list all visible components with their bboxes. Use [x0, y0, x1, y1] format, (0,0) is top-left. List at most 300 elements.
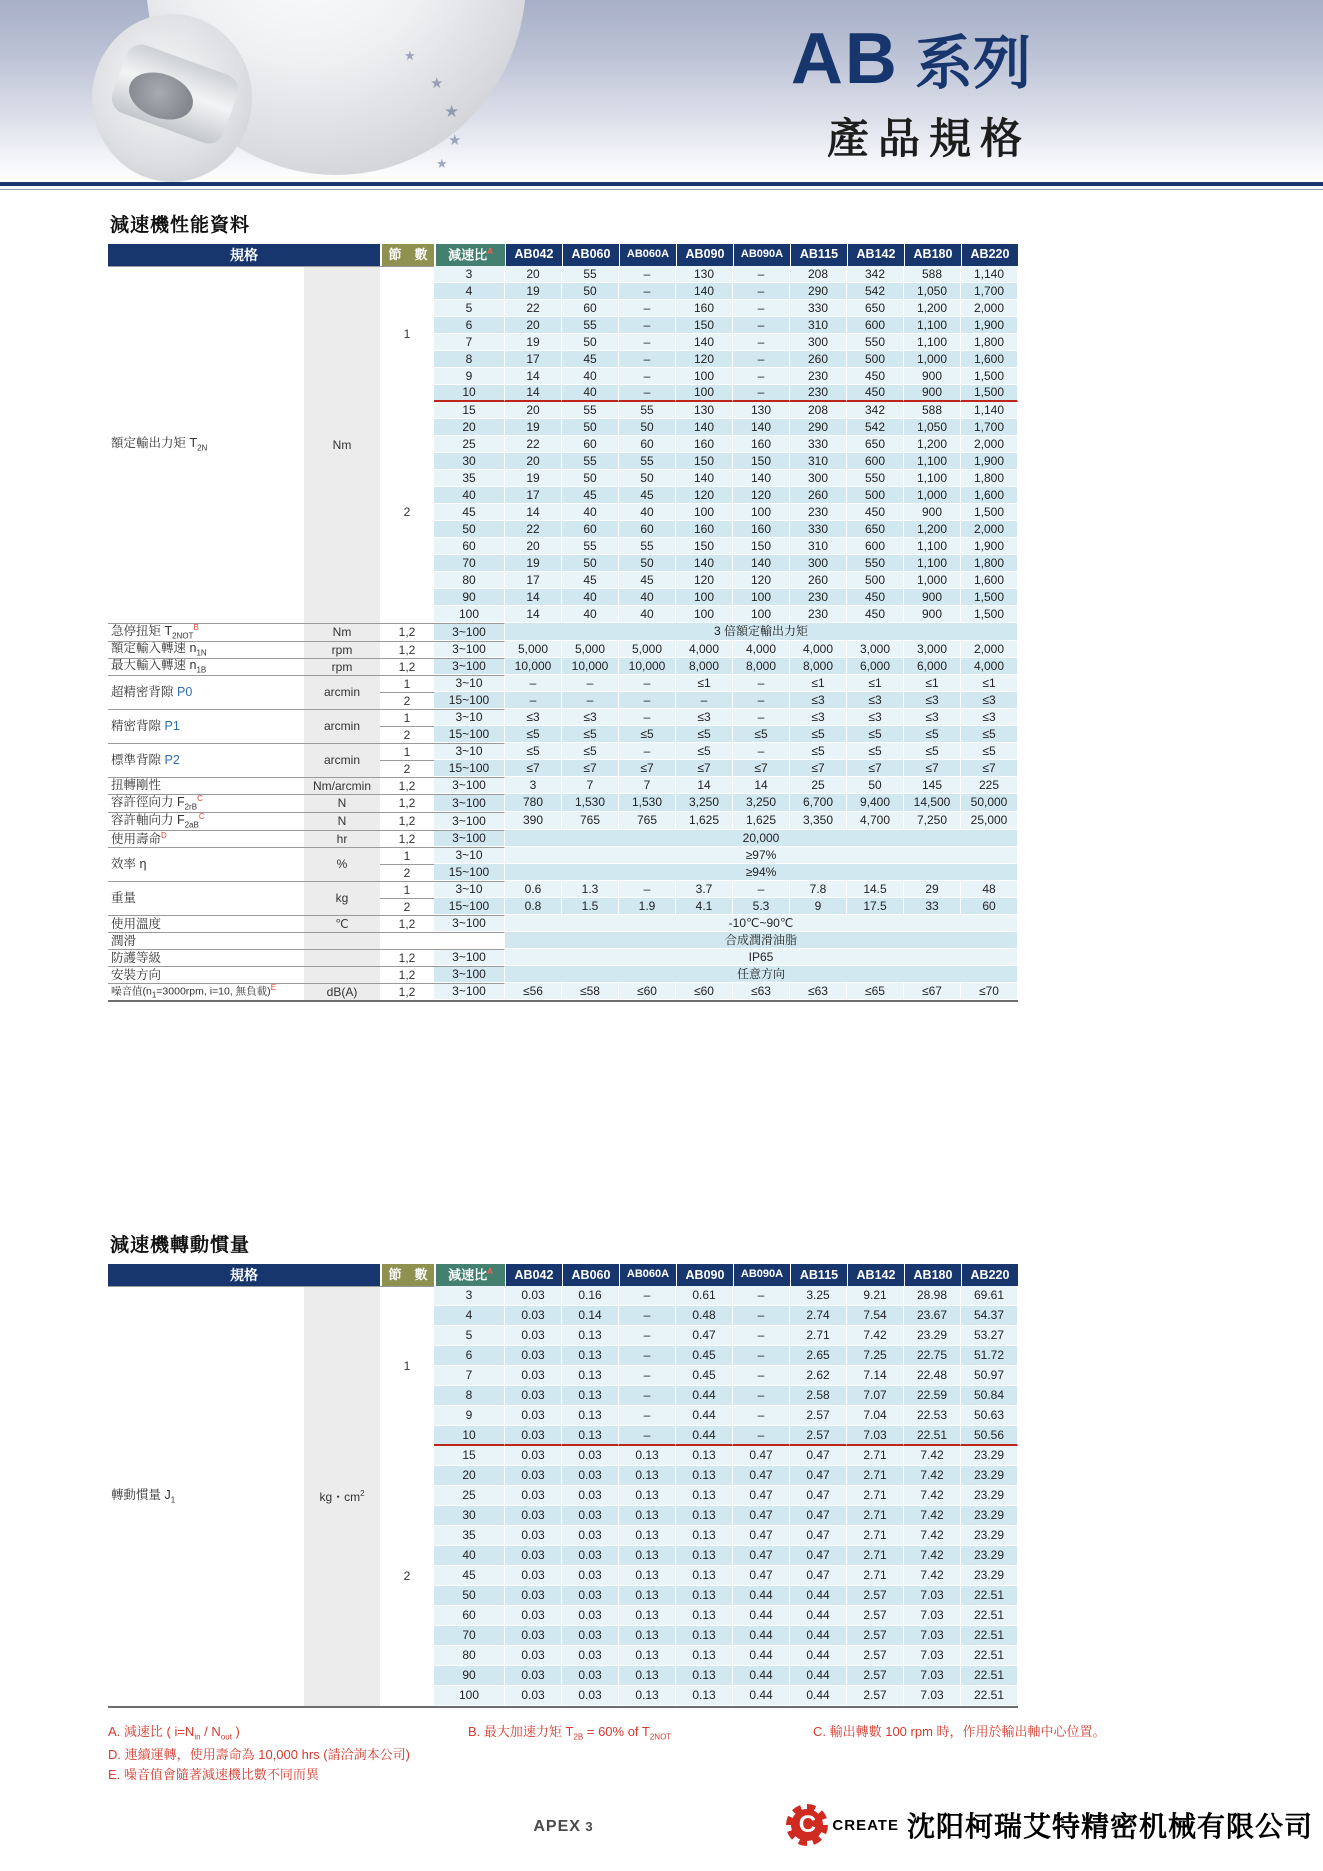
value-cell: 0.13 — [676, 1486, 733, 1506]
value-cell: 2.57 — [847, 1666, 904, 1686]
value-cell: 23.29 — [961, 1566, 1018, 1586]
value-cell: 60 — [619, 436, 676, 453]
unit-cell: Nm — [304, 623, 380, 641]
value-cell: 20,000 — [505, 830, 1018, 847]
value-cell: 1,500 — [961, 589, 1018, 606]
value-cell: 0.44 — [733, 1666, 790, 1686]
create-logo-gear-icon — [786, 1804, 828, 1846]
value-cell: 450 — [847, 606, 904, 623]
value-cell: 0.13 — [619, 1686, 676, 1706]
value-cell: 0.13 — [676, 1646, 733, 1666]
value-cell: 22.51 — [961, 1626, 1018, 1646]
spec-label-cell: 轉動慣量 $J_1$ — [108, 1286, 304, 1706]
value-cell: 0.44 — [733, 1686, 790, 1706]
value-cell: 50.84 — [961, 1386, 1018, 1406]
value-cell: 54.37 — [961, 1306, 1018, 1326]
value-cell: – — [733, 1326, 790, 1346]
stage-cell: 1 — [380, 675, 434, 692]
value-cell: 3,000 — [904, 641, 961, 658]
value-cell: 20 — [505, 402, 562, 419]
value-cell: 45 — [619, 572, 676, 589]
value-cell: 550 — [847, 555, 904, 572]
value-cell: 22.51 — [961, 1686, 1018, 1706]
value-cell: 550 — [847, 334, 904, 351]
value-cell: 0.03 — [562, 1526, 619, 1546]
model-header: AB180 — [904, 244, 961, 266]
value-cell: 2.57 — [790, 1406, 847, 1426]
value-cell: 120 — [676, 351, 733, 368]
value-cell: 1.5 — [562, 898, 619, 915]
value-cell: 7.42 — [904, 1566, 961, 1586]
value-cell: 0.13 — [619, 1466, 676, 1486]
value-cell: ≤3 — [961, 709, 1018, 726]
ratio-cell: 5 — [434, 1326, 505, 1346]
value-cell: 100 — [676, 504, 733, 521]
ratio-cell: 6 — [434, 1346, 505, 1366]
value-cell: 100 — [676, 606, 733, 623]
value-cell: – — [733, 266, 790, 283]
unit-cell: arcmin — [304, 743, 380, 777]
value-cell: 1,800 — [961, 470, 1018, 487]
value-cell: 0.13 — [562, 1406, 619, 1426]
table-row — [108, 847, 1018, 864]
value-cell: ≤3 — [790, 692, 847, 709]
value-cell: 1,600 — [961, 487, 1018, 504]
value-cell: 0.13 — [562, 1386, 619, 1406]
value-cell: 2.71 — [847, 1486, 904, 1506]
spec-label-cell: 精密背隙 P1 — [108, 709, 304, 743]
value-cell: 208 — [790, 402, 847, 419]
value-cell: 0.13 — [619, 1626, 676, 1646]
value-cell: 0.44 — [733, 1586, 790, 1606]
value-cell: 0.44 — [790, 1666, 847, 1686]
unit-cell: arcmin — [304, 675, 380, 709]
stages-header: 節 數 — [380, 244, 434, 266]
ratio-cell: 45 — [434, 1566, 505, 1586]
value-cell: 7.25 — [847, 1346, 904, 1366]
value-cell: 330 — [790, 436, 847, 453]
header-row — [108, 244, 1018, 266]
model-header: AB060 — [562, 1264, 619, 1286]
value-cell: 130 — [676, 266, 733, 283]
ratio-cell: 15 — [434, 402, 505, 419]
model-header: AB115 — [790, 1264, 847, 1286]
value-cell: 1,800 — [961, 555, 1018, 572]
value-cell: 310 — [790, 538, 847, 555]
spec-label-cell: 使用壽命$^D$ — [108, 830, 304, 847]
value-cell: 22.51 — [961, 1606, 1018, 1626]
value-cell: 542 — [847, 419, 904, 436]
spec-label-cell: 安裝方向 — [108, 966, 304, 983]
model-header: AB090A — [733, 1264, 790, 1286]
ratio-cell: 35 — [434, 1526, 505, 1546]
value-cell: 500 — [847, 487, 904, 504]
section-title-inertia: 減速機轉動慣量 — [110, 1235, 251, 1257]
value-cell: 0.03 — [505, 1326, 562, 1346]
value-cell: 0.13 — [676, 1626, 733, 1646]
value-cell: 650 — [847, 436, 904, 453]
value-cell: 22.75 — [904, 1346, 961, 1366]
value-cell: 0.03 — [505, 1666, 562, 1686]
value-cell: 0.13 — [562, 1326, 619, 1346]
value-cell: 17 — [505, 572, 562, 589]
value-cell: 55 — [562, 538, 619, 555]
value-cell: 50.63 — [961, 1406, 1018, 1426]
stages-header: 節 數 — [380, 1264, 434, 1286]
value-cell: – — [733, 692, 790, 709]
stage-cell: 1 — [380, 847, 434, 864]
model-header: AB090 — [676, 244, 733, 266]
value-cell: 0.13 — [619, 1586, 676, 1606]
value-cell: 225 — [961, 777, 1018, 794]
ratio-cell: 80 — [434, 572, 505, 589]
spec-label-cell: 最大輸入轉速 $n_{1B}$ — [108, 658, 304, 675]
spec-label-cell: 防護等級 — [108, 949, 304, 966]
value-cell: 8,000 — [733, 658, 790, 675]
value-cell: ≥94% — [505, 864, 1018, 881]
value-cell: 25 — [790, 777, 847, 794]
value-cell: 55 — [562, 317, 619, 334]
value-cell: 29 — [904, 881, 961, 898]
value-cell: 5,000 — [562, 641, 619, 658]
value-cell: 55 — [619, 453, 676, 470]
value-cell: 7.03 — [847, 1426, 904, 1446]
value-cell: 50 — [562, 555, 619, 572]
value-cell: 0.13 — [676, 1566, 733, 1586]
value-cell: ≤5 — [904, 726, 961, 743]
value-cell: 120 — [676, 572, 733, 589]
value-cell: 0.03 — [505, 1686, 562, 1706]
value-cell: 1,200 — [904, 300, 961, 317]
value-cell: 7.42 — [904, 1506, 961, 1526]
value-cell: ≤5 — [961, 726, 1018, 743]
value-cell: 22.59 — [904, 1386, 961, 1406]
value-cell: ≤63 — [733, 983, 790, 1000]
value-cell: 100 — [676, 589, 733, 606]
stage-cell: 2 — [380, 726, 434, 743]
value-cell: 0.44 — [733, 1626, 790, 1646]
value-cell: 23.67 — [904, 1306, 961, 1326]
value-cell: 7.42 — [904, 1546, 961, 1566]
value-cell: 150 — [676, 538, 733, 555]
value-cell: 50 — [562, 419, 619, 436]
value-cell: ≤5 — [562, 743, 619, 760]
value-cell: ≤1 — [676, 675, 733, 692]
value-cell: 50 — [562, 283, 619, 300]
value-cell: 0.47 — [790, 1526, 847, 1546]
stage-cell: 1,2 — [380, 623, 434, 641]
value-cell: ≤7 — [562, 760, 619, 777]
page-subtitle: 產品規格 — [826, 114, 1031, 162]
value-cell: ≤70 — [961, 983, 1018, 1000]
ratio-cell: 3~100 — [434, 949, 505, 966]
footnote-line — [108, 1765, 1018, 1786]
value-cell: 10,000 — [619, 658, 676, 675]
value-cell: 23.29 — [961, 1466, 1018, 1486]
table-row — [108, 881, 1018, 898]
value-cell: 2.57 — [790, 1426, 847, 1446]
value-cell: 14 — [733, 777, 790, 794]
value-cell: 130 — [676, 402, 733, 419]
page-number-value: 3 — [585, 1819, 593, 1835]
value-cell: 0.6 — [505, 881, 562, 898]
value-cell: 0.03 — [562, 1566, 619, 1586]
value-cell: 7.03 — [904, 1666, 961, 1686]
value-cell: ≤5 — [790, 726, 847, 743]
value-cell: 22 — [505, 300, 562, 317]
stage-cell: 2 — [380, 864, 434, 881]
ratio-cell: 7 — [434, 1366, 505, 1386]
value-cell: ≤3 — [505, 709, 562, 726]
value-cell: 19 — [505, 555, 562, 572]
ratio-cell: 3~100 — [434, 777, 505, 794]
ratio-cell: 10 — [434, 1426, 505, 1446]
spec-label-cell: 重量 — [108, 881, 304, 915]
value-cell: 55 — [562, 266, 619, 283]
value-cell: 45 — [562, 351, 619, 368]
value-cell: 1,600 — [961, 572, 1018, 589]
value-cell: 23.29 — [961, 1546, 1018, 1566]
value-cell: 160 — [733, 521, 790, 538]
value-cell: 14 — [505, 504, 562, 521]
ratio-cell: 35 — [434, 470, 505, 487]
value-cell: 2,000 — [961, 521, 1018, 538]
value-cell: 22.51 — [961, 1646, 1018, 1666]
value-cell: 0.03 — [505, 1406, 562, 1426]
model-header: AB220 — [961, 1264, 1018, 1286]
gear-letter: C — [798, 1811, 817, 1839]
value-cell: 0.03 — [505, 1526, 562, 1546]
value-cell: ≤3 — [847, 709, 904, 726]
value-cell: – — [733, 334, 790, 351]
value-cell: 140 — [676, 334, 733, 351]
value-cell: 900 — [904, 504, 961, 521]
value-cell: 0.8 — [505, 898, 562, 915]
value-cell: 45 — [619, 487, 676, 504]
value-cell: 230 — [790, 589, 847, 606]
value-cell: 1,000 — [904, 351, 961, 368]
value-cell: 7.14 — [847, 1366, 904, 1386]
stage-cell: 2 — [380, 760, 434, 777]
value-cell: 3 倍額定輸出力矩 — [505, 623, 1018, 641]
value-cell: 0.13 — [619, 1606, 676, 1626]
spec-label-cell: 標準背隙 P2 — [108, 743, 304, 777]
model-header: AB180 — [904, 1264, 961, 1286]
value-cell: 7.03 — [904, 1606, 961, 1626]
ratio-cell: 80 — [434, 1646, 505, 1666]
footnote: A. 減速比 ( $i=N_{in} / N_{out}$ ) — [108, 1724, 240, 1742]
ratio-cell: 90 — [434, 589, 505, 606]
value-cell: 1,900 — [961, 453, 1018, 470]
value-cell: 20 — [505, 538, 562, 555]
ratio-cell: 3~10 — [434, 675, 505, 692]
value-cell: – — [619, 709, 676, 726]
value-cell: 0.13 — [619, 1486, 676, 1506]
model-header: AB060 — [562, 244, 619, 266]
value-cell: 140 — [676, 470, 733, 487]
value-cell: 0.03 — [505, 1506, 562, 1526]
spec-label-cell: 額定輸出力矩 $T_{2N}$ — [108, 266, 304, 623]
value-cell: 588 — [904, 402, 961, 419]
value-cell: 160 — [676, 436, 733, 453]
ratio-cell: 50 — [434, 521, 505, 538]
value-cell: 0.47 — [790, 1546, 847, 1566]
value-cell: 40 — [562, 504, 619, 521]
value-cell: 0.03 — [505, 1306, 562, 1326]
page-number-label: APEX — [533, 1818, 581, 1836]
value-cell: 450 — [847, 385, 904, 402]
table-row — [108, 709, 1018, 726]
value-cell: 330 — [790, 521, 847, 538]
value-cell: 14 — [505, 368, 562, 385]
model-header: AB090 — [676, 1264, 733, 1286]
value-cell: 1,050 — [904, 283, 961, 300]
value-cell: – — [733, 283, 790, 300]
value-cell: 6,700 — [790, 794, 847, 812]
value-cell: 0.03 — [505, 1606, 562, 1626]
footnote: C. 輸出轉數 100 rpm 時，作用於輸出軸中心位置。 — [813, 1724, 1106, 1740]
unit-cell: rpm — [304, 641, 380, 658]
value-cell: – — [619, 743, 676, 760]
value-cell: -10℃~90℃ — [505, 915, 1018, 932]
value-cell: 2.71 — [847, 1526, 904, 1546]
ratio-header: 減速比$^A$ — [434, 244, 505, 266]
value-cell: – — [619, 334, 676, 351]
table-row — [108, 641, 1018, 658]
value-cell: 100 — [733, 589, 790, 606]
value-cell: 230 — [790, 385, 847, 402]
value-cell: ≤3 — [562, 709, 619, 726]
stage-cell: 1 — [380, 1286, 434, 1446]
value-cell: – — [619, 1366, 676, 1386]
value-cell: 1,100 — [904, 555, 961, 572]
value-cell: 100 — [733, 504, 790, 521]
ratio-cell: 50 — [434, 1586, 505, 1606]
value-cell: 60 — [562, 436, 619, 453]
value-cell: 120 — [676, 487, 733, 504]
ratio-cell: 40 — [434, 1546, 505, 1566]
value-cell: 22.51 — [961, 1666, 1018, 1686]
value-cell: – — [733, 743, 790, 760]
value-cell: 300 — [790, 470, 847, 487]
value-cell: 50 — [619, 419, 676, 436]
value-cell: ≤7 — [733, 760, 790, 777]
footnote: E. 噪音值會隨著減速機比數不同而異 — [108, 1767, 319, 1783]
value-cell: – — [733, 709, 790, 726]
value-cell: – — [733, 1386, 790, 1406]
footnote-line — [108, 1745, 1018, 1766]
value-cell: ≤1 — [847, 675, 904, 692]
value-cell: 0.03 — [505, 1566, 562, 1586]
value-cell: 2.71 — [847, 1546, 904, 1566]
unit-cell — [304, 932, 380, 949]
value-cell: 0.03 — [505, 1366, 562, 1386]
value-cell: ≤7 — [847, 760, 904, 777]
value-cell: 1,700 — [961, 283, 1018, 300]
model-header: AB142 — [847, 244, 904, 266]
series-title-suffix: 系列 — [914, 31, 1031, 96]
value-cell: 55 — [619, 538, 676, 555]
stage-cell: 1 — [380, 709, 434, 726]
spec-label-cell: 使用溫度 — [108, 915, 304, 932]
value-cell: 69.61 — [961, 1286, 1018, 1306]
value-cell: 0.03 — [562, 1466, 619, 1486]
value-cell: – — [562, 675, 619, 692]
ratio-cell: 25 — [434, 1486, 505, 1506]
value-cell: 22.48 — [904, 1366, 961, 1386]
value-cell: 40 — [562, 368, 619, 385]
value-cell: 0.61 — [676, 1286, 733, 1306]
value-cell: ≤60 — [676, 983, 733, 1000]
value-cell: 45 — [562, 487, 619, 504]
value-cell: 50 — [562, 470, 619, 487]
value-cell: 0.45 — [676, 1366, 733, 1386]
star-icon: ★ — [404, 48, 416, 63]
value-cell: 0.13 — [619, 1646, 676, 1666]
value-cell: 0.13 — [619, 1506, 676, 1526]
table-row — [108, 1286, 1018, 1306]
performance-table — [108, 244, 1018, 1002]
table-row — [108, 949, 1018, 966]
value-cell: 19 — [505, 283, 562, 300]
value-cell: 0.14 — [562, 1306, 619, 1326]
value-cell: 14 — [505, 606, 562, 623]
value-cell: – — [733, 1366, 790, 1386]
value-cell: 100 — [733, 606, 790, 623]
value-cell: – — [733, 300, 790, 317]
ratio-cell: 30 — [434, 453, 505, 470]
value-cell: 3,350 — [790, 812, 847, 830]
value-cell: 300 — [790, 334, 847, 351]
value-cell: 900 — [904, 606, 961, 623]
value-cell: 0.47 — [790, 1446, 847, 1466]
unit-cell — [304, 949, 380, 966]
model-header: AB060A — [619, 244, 676, 266]
value-cell: 0.47 — [733, 1466, 790, 1486]
ratio-cell: 40 — [434, 487, 505, 504]
value-cell: – — [619, 881, 676, 898]
value-cell: 542 — [847, 283, 904, 300]
value-cell: 290 — [790, 419, 847, 436]
value-cell: 7,250 — [904, 812, 961, 830]
value-cell: 765 — [562, 812, 619, 830]
stage-cell: 2 — [380, 898, 434, 915]
value-cell: 2.71 — [790, 1326, 847, 1346]
value-cell: ≤5 — [562, 726, 619, 743]
value-cell: 14,500 — [904, 794, 961, 812]
value-cell: 0.47 — [733, 1446, 790, 1466]
value-cell: 500 — [847, 572, 904, 589]
ratio-cell: 3~100 — [434, 830, 505, 847]
value-cell: – — [619, 385, 676, 402]
value-cell: 1,530 — [619, 794, 676, 812]
star-icon: ★ — [436, 156, 448, 171]
value-cell: 0.03 — [562, 1506, 619, 1526]
value-cell: 0.13 — [676, 1526, 733, 1546]
value-cell: 9,400 — [847, 794, 904, 812]
value-cell: 100 — [676, 368, 733, 385]
value-cell: 1,000 — [904, 487, 961, 504]
value-cell: 0.44 — [676, 1406, 733, 1426]
value-cell: 45 — [562, 572, 619, 589]
value-cell: 50,000 — [961, 794, 1018, 812]
value-cell: 5,000 — [505, 641, 562, 658]
value-cell: 2.57 — [847, 1686, 904, 1706]
value-cell: 0.47 — [733, 1566, 790, 1586]
value-cell: 1,140 — [961, 402, 1018, 419]
value-cell: 22.53 — [904, 1406, 961, 1426]
value-cell: 53.27 — [961, 1326, 1018, 1346]
